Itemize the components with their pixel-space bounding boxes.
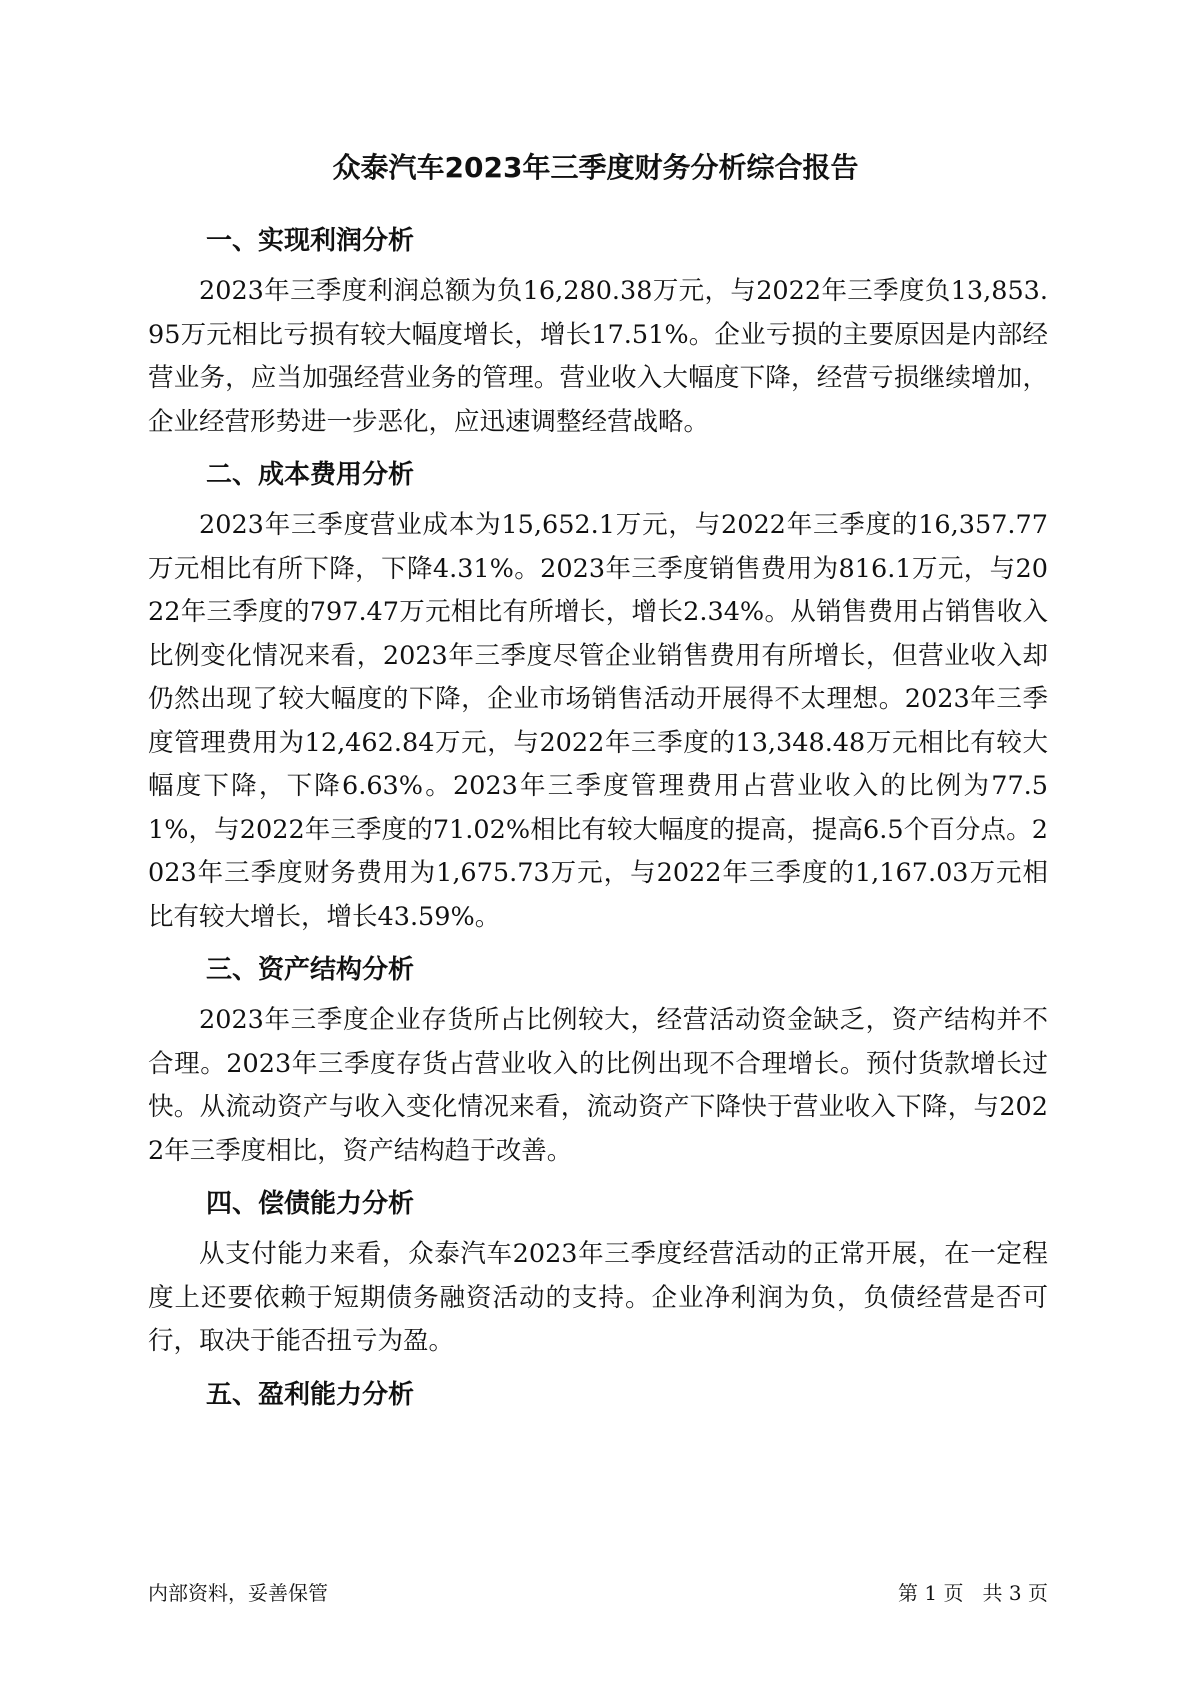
document-title: 众泰汽车2023年三季度财务分析综合报告 <box>332 151 859 184</box>
section-paragraph: 2023年三季度企业存货所占比例较大，经营活动资金缺乏，资产结构并不合理。2023年三季度存货占营业收入的比例出现不合理增长。预付货款增长过快。从流动资产与收入变化情况来看，流动资产下降快于营业收入下降，与2022年三季度相比，资产结构趋于改善。 <box>148 1005 1048 1166</box>
section-heading: 五、盈利能力分析 <box>206 1379 415 1410</box>
document-body <box>148 218 1048 1424</box>
section-profit <box>148 218 1048 444</box>
section-heading: 三、资产结构分析 <box>206 955 415 985</box>
section-heading: 二、成本费用分析 <box>206 460 415 490</box>
section-paragraph: 2023年三季度营业成本为15,652.1万元，与2022年三季度的16,357.77万元相比有所下降，下降4.31%。2023年三季度销售费用为816.1万元，与2022年三季度的797.47万元相比有所增长，增长2.34%。从销售费用占销售收入比例变化情况来看，2023年三季度尽管企业销售费用有所增长，但营业收入却仍然出现了较大幅度的下降，企业市场销售活动开展得不太理想。2023年三季度管理费用为12,462.84万元，与2022年三季度的13,348.48万元相比有较大幅度下降，下降6.63%。2023年三季度管理费用占营业收入的比例为77.51%，与2022年三季度的71.02%相比有较大幅度的提高，提高6.5个百分点。2023年三季度财务费用为1,675.73万元，与2022年三季度的1,167.03万元相比有较大增长，增长43.59%。 <box>148 510 1048 932</box>
page-number: 第 1 页 共 3 页 <box>898 1581 1048 1605</box>
section-assets <box>148 947 1048 1173</box>
section-profitability <box>148 1372 1048 1418</box>
section-paragraph: 2023年三季度利润总额为负16,280.38万元，与2022年三季度负13,853.95万元相比亏损有较大幅度增长，增长17.51%。企业亏损的主要原因是内部经营业务，应当加强经营业务的管理。营业收入大幅度下降，经营亏损继续增加，企业经营形势进一步恶化，应迅速调整经营战略。 <box>148 276 1048 437</box>
section-cost <box>148 452 1048 939</box>
section-paragraph: 从支付能力来看，众泰汽车2023年三季度经营活动的正常开展，在一定程度上还要依赖于短期债务融资活动的支持。企业净利润为负，负债经营是否可行，取决于能否扭亏为盈。 <box>148 1239 1048 1356</box>
footer-confidential-note: 内部资料，妥善保管 <box>148 1581 328 1605</box>
section-heading: 一、实现利润分析 <box>206 226 415 256</box>
page-footer <box>148 1578 1048 1608</box>
section-heading: 四、偿债能力分析 <box>206 1189 415 1219</box>
section-solvency <box>148 1181 1048 1364</box>
